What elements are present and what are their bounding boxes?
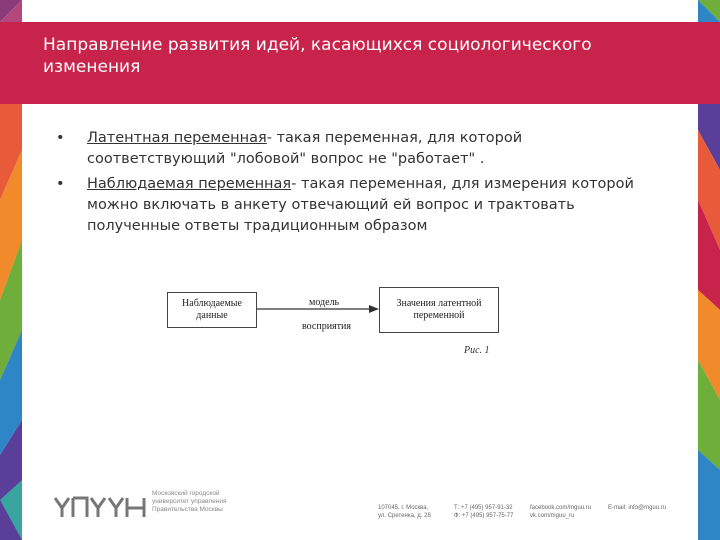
social-link-vk[interactable]: vk.com/mguu_ru — [530, 513, 575, 519]
fax-line: Ф: +7 (495) 957-75-77 — [454, 513, 514, 519]
address-line-1: 107045, г. Москва, — [378, 505, 429, 511]
social-link-facebook[interactable]: facebook.com/mguu.ru — [530, 505, 592, 511]
bullet-list — [56, 128, 656, 241]
observed-data-label: Наблюдаемые данные — [182, 298, 242, 321]
observed-data-box — [167, 292, 257, 328]
bullet-marker: • — [56, 176, 65, 192]
university-name: Московский городской университет управления Правительства Москвы — [152, 490, 227, 513]
arrow-label-bottom: восприятия — [302, 321, 351, 332]
figure-caption: Рис. 1 — [464, 345, 490, 356]
slide-title: Направление развития идей, касающихся социологического изменения — [43, 35, 592, 77]
footer-email — [608, 504, 666, 512]
footer-phones — [454, 504, 513, 520]
title-banner — [0, 22, 720, 104]
latent-value-label: Значения латентной переменной — [396, 298, 482, 321]
arrow-label-top: модель — [309, 297, 340, 308]
latent-value-box — [379, 287, 499, 333]
phone-line: Т: +7 (495) 957-91-32 — [454, 505, 513, 511]
bullet-text: - такая переменная, для измерения которой можно включать в анкету отвечающий ей вопрос и трактовать полученные ответы традиционным образом — [87, 176, 634, 234]
model-figure — [167, 284, 527, 364]
email-link[interactable]: E-mail: info@mguu.ru — [608, 505, 667, 511]
bullet-marker: • — [56, 130, 65, 146]
bullet-term: Наблюдаемая переменная — [87, 176, 292, 192]
bullet-term: Латентная переменная — [87, 130, 267, 146]
slide-content — [22, 104, 698, 540]
bullet-text: - такая переменная, для которой соответствующий "лобовой" вопрос не "работает" . — [87, 130, 523, 167]
footer-address — [378, 504, 431, 520]
bullet-item-latent — [56, 128, 656, 170]
university-logo-icon — [54, 496, 146, 518]
footer — [22, 484, 698, 540]
bullet-item-observed — [56, 174, 656, 237]
address-line-2: ул. Сретенка, д. 28 — [378, 513, 431, 519]
footer-social — [530, 504, 591, 520]
